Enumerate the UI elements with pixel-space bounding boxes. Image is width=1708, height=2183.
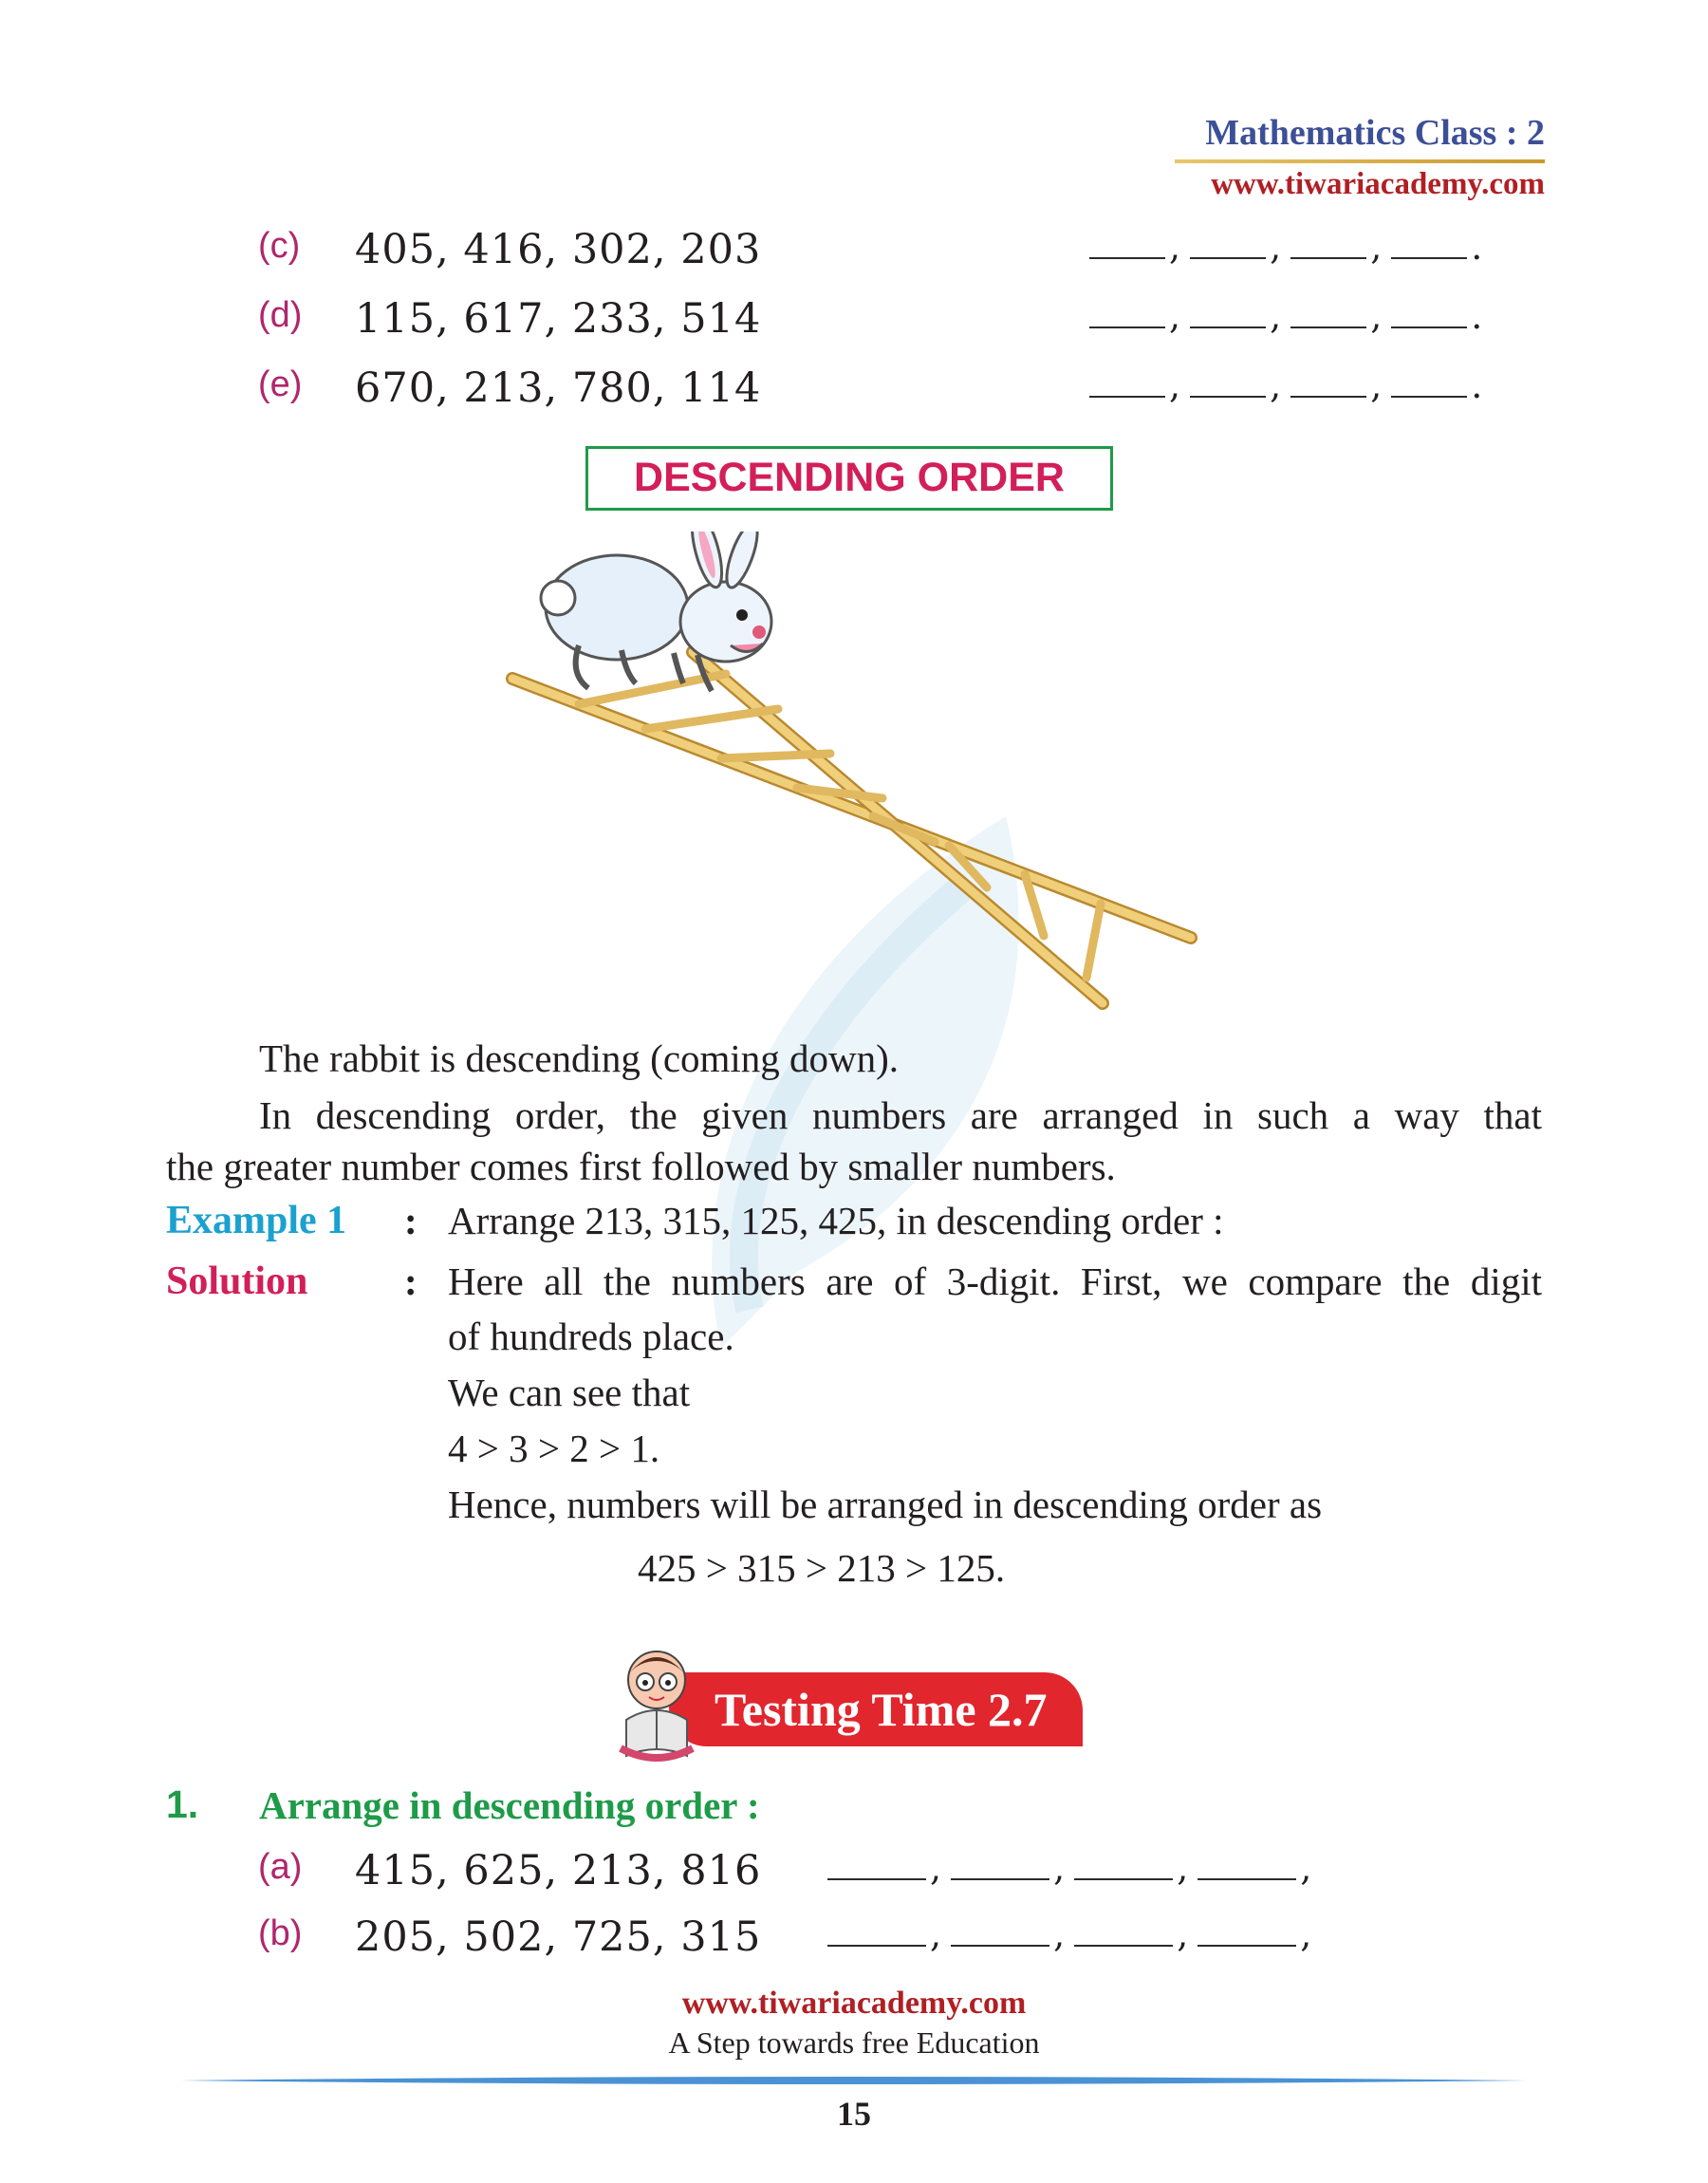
- answer-blanks[interactable]: , , , .: [1089, 295, 1492, 337]
- answer-blank[interactable]: [1089, 298, 1165, 328]
- item-numbers: 405, 416, 302, 203: [355, 226, 762, 273]
- intro-line-2b: the greater number comes first followed by smaller numbers.: [166, 1145, 1116, 1188]
- answer-blank[interactable]: [1197, 1850, 1296, 1880]
- solution-line-1: Here all the numbers are of 3-digit. First, we compare the digit: [448, 1259, 1542, 1303]
- answer-blank[interactable]: [827, 1916, 926, 1947]
- exercise-row-d: [0, 295, 1708, 352]
- testing-time-banner: Testing Time 2.7: [669, 1672, 1083, 1746]
- item-label: (d): [258, 295, 303, 335]
- answer-blank[interactable]: [1089, 367, 1165, 398]
- answer-blanks[interactable]: , , , ,: [827, 1913, 1321, 1955]
- item-label: (e): [258, 364, 303, 404]
- item-label: (c): [258, 226, 301, 266]
- exercise-row-e: [0, 364, 1708, 421]
- question-text: Arrange in descending order :: [259, 1783, 760, 1827]
- intro-line-1: The rabbit is descending (coming down).: [259, 1036, 900, 1080]
- solution-line-4: 4 > 3 > 2 > 1.: [448, 1427, 660, 1470]
- item-label: (b): [258, 1913, 303, 1953]
- rabbit-icon: [541, 532, 771, 691]
- answer-blank[interactable]: [1391, 367, 1467, 398]
- answer-blank[interactable]: [1074, 1916, 1173, 1947]
- header-url[interactable]: www.tiwariacademy.com: [1211, 167, 1545, 201]
- girl-reading-icon: [607, 1644, 702, 1767]
- rabbit-ladder-illustration: [493, 532, 1215, 1025]
- footer-tagline: A Step towards free Education: [668, 2025, 1040, 2060]
- item-numbers: 415, 625, 213, 816: [355, 1847, 762, 1894]
- answer-blank[interactable]: [827, 1850, 926, 1880]
- solution-label: Solution: [166, 1259, 308, 1303]
- footer-url[interactable]: www.tiwariacademy.com: [681, 1986, 1027, 2021]
- answer-blank[interactable]: [951, 1850, 1049, 1880]
- answer-blanks[interactable]: , , , .: [1089, 364, 1492, 406]
- answer-blank[interactable]: [1391, 229, 1467, 259]
- answer-blank[interactable]: [1391, 298, 1467, 328]
- section-title: DESCENDING ORDER: [585, 446, 1113, 511]
- answer-blank[interactable]: [1290, 229, 1366, 259]
- header-rule: [1175, 159, 1545, 163]
- solution-line-3: We can see that: [448, 1371, 691, 1414]
- item-label: (a): [258, 1847, 303, 1887]
- question-row-b: [0, 1913, 1708, 1970]
- answer-blank[interactable]: [1074, 1850, 1173, 1880]
- solution-line-2: of hundreds place.: [448, 1315, 734, 1358]
- ladder-icon: [512, 652, 1191, 1003]
- question-row-a: [0, 1847, 1708, 1904]
- answer-blank[interactable]: [1190, 367, 1266, 398]
- header-title: Mathematics Class : 2: [1205, 113, 1545, 153]
- solution-colon: :: [404, 1259, 418, 1303]
- item-numbers: 205, 502, 725, 315: [355, 1913, 762, 1961]
- example-colon: :: [404, 1199, 418, 1242]
- page-number: 15: [837, 2095, 871, 2133]
- item-numbers: 670, 213, 780, 114: [355, 364, 762, 412]
- answer-blank[interactable]: [1197, 1916, 1296, 1947]
- answer-blank[interactable]: [951, 1916, 1049, 1947]
- footer-rule: [180, 2075, 1528, 2086]
- answer-blank[interactable]: [1290, 298, 1366, 328]
- example-text: Arrange 213, 315, 125, 425, in descending order :: [448, 1199, 1224, 1242]
- answer-blanks[interactable]: , , , .: [1089, 226, 1492, 268]
- intro-line-2a: In descending order, the given numbers are arranged in such a way that: [259, 1093, 1542, 1137]
- answer-blank[interactable]: [1089, 229, 1165, 259]
- example-label: Example 1: [166, 1199, 347, 1242]
- exercise-row-c: [0, 226, 1708, 283]
- solution-line-5: Hence, numbers will be arranged in descending order as: [448, 1483, 1323, 1526]
- answer-blank[interactable]: [1290, 367, 1366, 398]
- question-number: 1.: [166, 1782, 199, 1826]
- answer-blank[interactable]: [1190, 229, 1266, 259]
- answer-blank[interactable]: [1190, 298, 1266, 328]
- answer-blanks[interactable]: , , , ,: [827, 1847, 1321, 1889]
- item-numbers: 115, 617, 233, 514: [355, 295, 762, 343]
- solution-result: 425 > 315 > 213 > 125.: [638, 1546, 1006, 1590]
